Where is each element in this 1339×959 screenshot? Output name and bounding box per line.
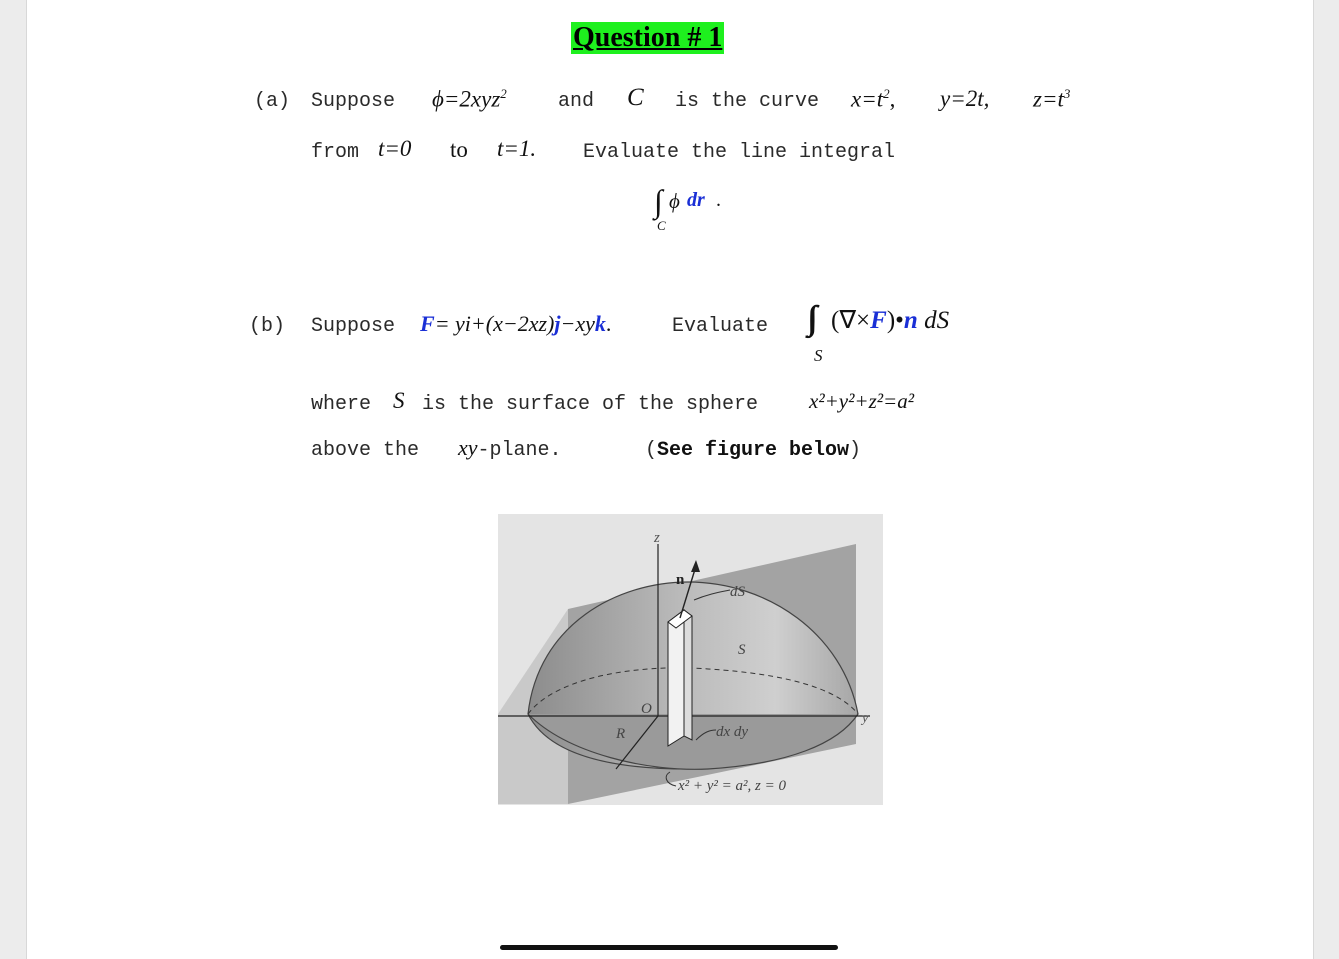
xy-plane-phrase (458, 435, 562, 462)
see-figure-text: See figure below (657, 439, 850, 462)
figure-label-ds: dS (730, 584, 745, 600)
part-a-suppose: Suppose (311, 90, 396, 113)
see-figure-note (645, 439, 861, 462)
phi-exponent: 2 (500, 86, 507, 101)
part-b-evaluate: Evaluate (672, 315, 769, 338)
z-exponent: 3 (1063, 86, 1071, 101)
part-a-label: (a) (254, 90, 291, 113)
question-title: Question # 1 (573, 22, 723, 53)
xy-symbol: xy (458, 435, 478, 460)
part-a-evaluate: Evaluate the line integral (583, 141, 896, 164)
column-side (684, 610, 692, 740)
integrand-dS: dS (924, 307, 950, 334)
F-part-2: = yi+(x−2xz) (434, 311, 555, 336)
integrand-dot: )• (886, 307, 904, 334)
figure-label-n: n (676, 572, 685, 588)
figure-label-boundary: x² + y² = a², z = 0 (678, 778, 787, 794)
part-b-surface-words: is the surface of the sphere (422, 393, 759, 416)
t-end: t=1. (497, 136, 537, 161)
k-symbol: k (594, 311, 606, 336)
z-param (1033, 86, 1070, 113)
curve-name: C (627, 84, 644, 111)
figure-label-s: S (738, 642, 746, 658)
integrand (831, 305, 949, 335)
figure-label-o: O (641, 701, 652, 717)
phi-def-text: ϕ=2xyz (432, 86, 501, 112)
surface-subscript: S (814, 346, 823, 365)
see-open: ( (645, 439, 658, 462)
x-exponent: 2 (883, 86, 890, 101)
integrand-n: n (903, 307, 918, 334)
sphere-equation: x²+y²+z²=a² (809, 389, 915, 413)
part-a-to: to (450, 137, 468, 162)
figure-label-dxdy: dx dy (716, 724, 749, 740)
integrand-curl: (∇× (831, 307, 871, 334)
y-param: y=2t, (940, 86, 990, 111)
figure-label-y: y (862, 711, 869, 726)
x-def-text: x=t (851, 86, 884, 112)
z-def-text: z=t (1033, 86, 1064, 112)
hemisphere-figure (498, 514, 883, 805)
integral-sign: ∫ (654, 183, 663, 219)
plane-word: -plane. (477, 439, 562, 462)
integral-dr: dr (687, 189, 705, 211)
F-part-4: −xy (560, 311, 595, 336)
part-a-from: from (311, 141, 360, 164)
part-a-and: and (558, 90, 595, 113)
part-b-where: where (311, 393, 372, 416)
surface-name: S (393, 388, 405, 413)
part-b-label: (b) (249, 315, 286, 338)
integral-phi: ϕ (669, 189, 680, 213)
integral-subscript: C (657, 218, 666, 233)
j-symbol: j (554, 311, 561, 336)
home-indicator[interactable] (500, 945, 838, 950)
integrand-F: F (870, 307, 887, 334)
double-integral-sign: ∫∫ (807, 300, 810, 337)
x-sep: , (889, 86, 896, 112)
F-symbol: F (420, 311, 435, 336)
x-param (851, 86, 895, 113)
t-start: t=0 (378, 136, 412, 161)
integral-dot: . (716, 189, 721, 211)
part-b-suppose: Suppose (311, 315, 396, 338)
figure-label-z: z (654, 530, 660, 546)
phi-definition (432, 86, 507, 113)
vector-field-F (420, 311, 611, 337)
part-a-curve-words: is the curve (675, 90, 820, 113)
see-close: ) (849, 439, 862, 462)
F-period: . (605, 311, 612, 336)
figure-label-r: R (616, 726, 626, 742)
column-front (668, 610, 684, 746)
part-b-above: above the (311, 439, 420, 462)
